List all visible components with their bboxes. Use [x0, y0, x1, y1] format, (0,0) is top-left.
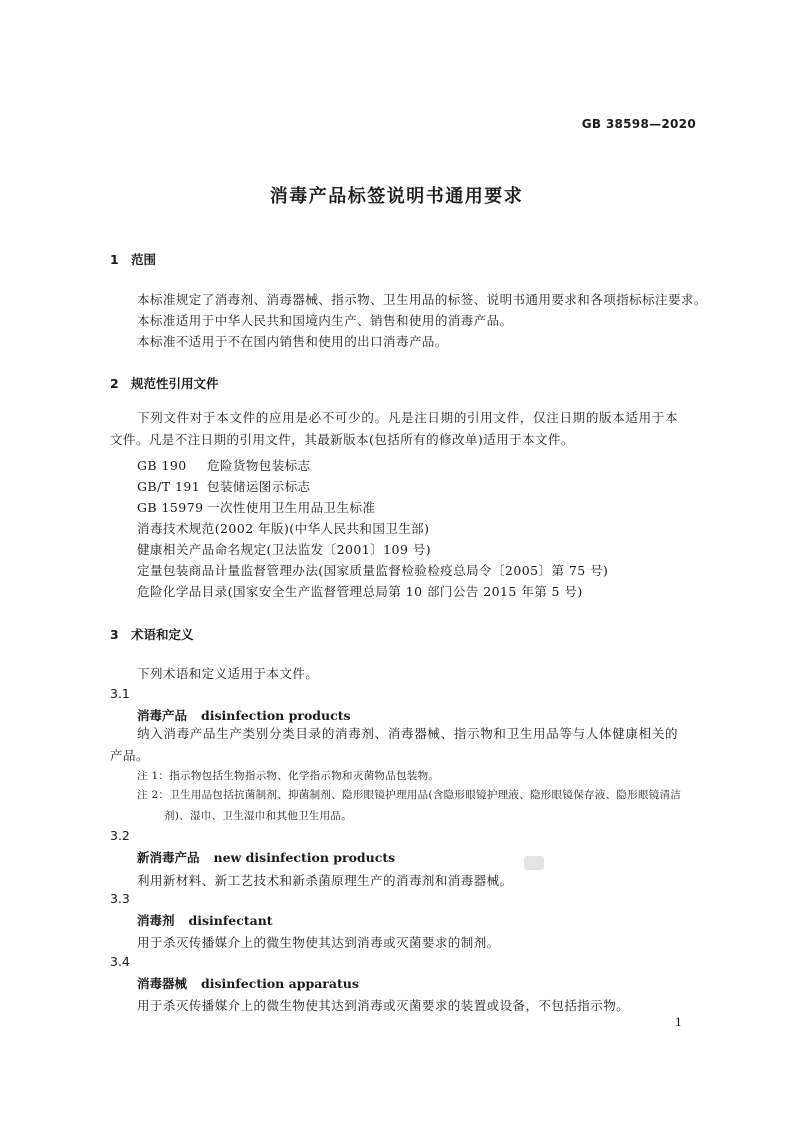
stamp-mark — [524, 856, 544, 870]
term-definition: 用于杀灭传播媒介上的微生物使其达到消毒或灭菌要求的制剂。 — [137, 935, 500, 950]
reference-item — [137, 540, 431, 558]
reference-code: GB/T 191 — [137, 479, 201, 494]
reference-item — [137, 582, 583, 600]
reference-name: 危险货物包装标志 — [207, 458, 311, 473]
term-en: disinfection products — [201, 708, 351, 723]
term-en: disinfection apparatus — [201, 976, 359, 991]
note: 注 2：卫生用品包括抗菌制剂、抑菌制剂、隐形眼镜护理用品(含隐形眼镜护理液、隐形眼镜保存液、隐形眼镜清洁剂)、湿巾、卫生湿巾和其他卫生用品。 — [137, 789, 682, 822]
reference-name: 一次性使用卫生用品卫生标准 — [207, 500, 376, 515]
section-2-heading — [110, 374, 219, 392]
term-zh: 消毒产品 — [137, 708, 188, 723]
term-definition: 利用新材料、新工艺技术和新杀菌原理生产的消毒剂和消毒器械。 — [137, 873, 513, 888]
reference-name: 定量包装商品计量监督管理办法(国家质量监督检验检疫总局令〔2005〕第 75 号) — [137, 563, 609, 578]
reference-item — [137, 561, 608, 579]
reference-code: GB 15979 — [137, 500, 204, 515]
term-number: 3.3 — [110, 891, 130, 906]
paragraph: 本标准不适用于不在国内销售和使用的出口消毒产品。 — [137, 334, 448, 349]
document-title: 消毒产品标签说明书通用要求 — [269, 186, 524, 207]
term-heading — [137, 911, 273, 929]
reference-name: 消毒技术规范(2002 年版)(中华人民共和国卫生部) — [137, 521, 430, 536]
note: 注 1：指示物包括生物指示物、化学指示物和灭菌物品包装物。 — [137, 770, 440, 782]
term-number: 3.2 — [110, 828, 130, 843]
page-number: 1 — [675, 1016, 682, 1029]
term-heading — [137, 848, 395, 866]
reference-item — [137, 456, 311, 474]
term-zh: 消毒剂 — [137, 913, 175, 928]
paragraph: 下列文件对于本文件的应用是必不可少的。凡是注日期的引用文件，仅注日期的版本适用于本文件。凡是不注日期的引用文件，其最新版本(包括所有的修改单)适用于本文件。 — [110, 410, 678, 447]
reference-item — [137, 519, 429, 537]
section-3-heading — [110, 625, 194, 643]
reference-name: 危险化学品目录(国家安全生产监督管理总局第 10 部门公告 2015 年第 5 号) — [137, 584, 583, 599]
term-zh: 新消毒产品 — [137, 850, 200, 865]
reference-item — [137, 477, 311, 495]
term-zh: 消毒器械 — [137, 976, 188, 991]
section-title: 范围 — [131, 252, 157, 267]
standard-number: GB 38598—2020 — [581, 117, 696, 131]
reference-name: 包装储运图示标志 — [207, 479, 311, 494]
term-en: disinfectant — [188, 913, 273, 928]
term-definition: 纳入消毒产品生产类别分类目录的消毒剂、消毒器械、指示物和卫生用品等与人体健康相关的产品。 — [110, 726, 678, 763]
reference-name: 健康相关产品命名规定(卫法监发〔2001〕109 号) — [137, 542, 432, 557]
term-number: 3.4 — [110, 954, 130, 969]
section-1-heading — [110, 250, 156, 268]
term-heading — [137, 706, 351, 724]
paragraph: 下列术语和定义适用于本文件。 — [137, 666, 319, 681]
section-title: 术语和定义 — [131, 627, 194, 642]
paragraph: 本标准适用于中华人民共和国境内生产、销售和使用的消毒产品。 — [137, 313, 513, 328]
term-number: 3.1 — [110, 686, 130, 701]
reference-code: GB 190 — [137, 458, 187, 473]
section-title: 规范性引用文件 — [131, 376, 219, 391]
section-number: 2 — [110, 376, 119, 391]
reference-item — [137, 498, 375, 516]
term-definition: 用于杀灭传播媒介上的微生物使其达到消毒或灭菌要求的装置或设备，不包括指示物。 — [137, 998, 630, 1013]
term-en: new disinfection products — [213, 850, 396, 865]
term-heading — [137, 974, 359, 992]
section-number: 1 — [110, 252, 119, 267]
paragraph: 本标准规定了消毒剂、消毒器械、指示物、卫生用品的标签、说明书通用要求和各项指标标注要求。 — [137, 292, 707, 307]
section-number: 3 — [110, 627, 119, 642]
